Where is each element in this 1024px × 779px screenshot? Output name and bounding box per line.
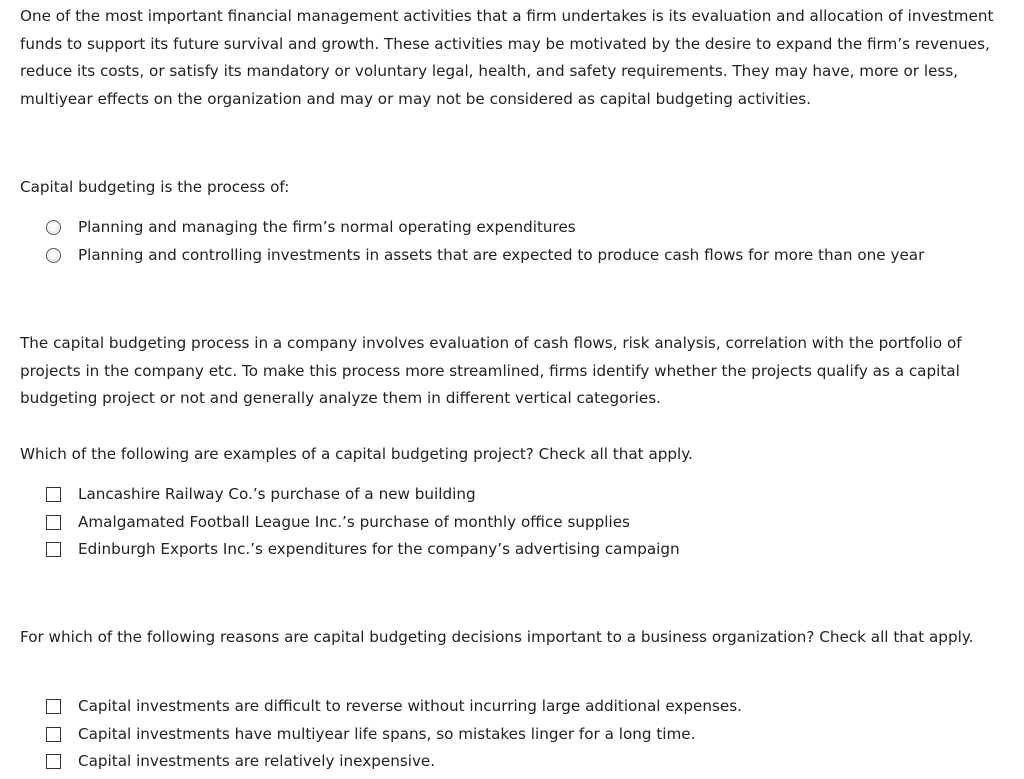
checkbox-option[interactable]: [46, 721, 742, 749]
checkbox-option[interactable]: [46, 481, 680, 509]
checkbox[interactable]: [46, 727, 61, 742]
context-paragraph: The capital budgeting process in a company involves evaluation of cash flows, risk analysis, correlation with the portfolio of projects in the company etc. To make this process more streamlined, firms identify whether the projects qualify as a capital budgeting project or not and generally analyze them in different vertical categories.: [20, 334, 962, 407]
checkbox[interactable]: [46, 487, 61, 502]
radio-option[interactable]: [46, 242, 924, 270]
question-2-options: [46, 481, 680, 564]
radio-button[interactable]: [46, 220, 61, 235]
radio-button[interactable]: [46, 248, 61, 263]
option-label[interactable]: Planning and managing the firm’s normal operating expenditures: [78, 218, 576, 236]
option-label[interactable]: Capital investments have multiyear life spans, so mistakes linger for a long time.: [78, 724, 696, 743]
checkbox-option[interactable]: [46, 693, 742, 721]
checkbox[interactable]: [46, 515, 61, 530]
checkbox[interactable]: [46, 699, 61, 714]
checkbox-option[interactable]: [46, 748, 742, 776]
option-label[interactable]: Lancashire Railway Co.’s purchase of a new building: [78, 485, 476, 503]
checkbox-option[interactable]: [46, 536, 680, 564]
option-label[interactable]: Capital investments are difficult to reverse without incurring large additional expenses.: [78, 697, 742, 715]
question-1-prompt: Capital budgeting is the process of:: [20, 178, 290, 196]
option-label[interactable]: Amalgamated Football League Inc.’s purchase of monthly office supplies: [78, 512, 630, 531]
checkbox[interactable]: [46, 754, 61, 769]
option-label[interactable]: Edinburgh Exports Inc.’s expenditures for the company’s advertising campaign: [78, 540, 680, 558]
question-2-prompt: Which of the following are examples of a capital budgeting project? Check all that apply.: [20, 445, 693, 463]
question-1-options: [46, 214, 924, 269]
question-3-prompt: For which of the following reasons are capital budgeting decisions important to a business organization? Check all that apply.: [20, 628, 974, 646]
option-label[interactable]: Capital investments are relatively inexpensive.: [78, 752, 436, 770]
intro-paragraph: One of the most important financial management activities that a firm undertakes is its evaluation and allocation of investment funds to support its future survival and growth. These activities may be motivated by the desire to expand the firm’s revenues, reduce its costs, or satisfy its mandatory or voluntary legal, health, and safety requirements. They may have, more or less, multiyear effects on the organization and may or may not be considered as capital budgeting activities.: [20, 7, 994, 108]
checkbox[interactable]: [46, 542, 61, 557]
checkbox-option[interactable]: [46, 509, 680, 537]
question-3-options: [46, 693, 742, 776]
radio-option[interactable]: [46, 214, 924, 242]
option-label[interactable]: Planning and controlling investments in assets that are expected to produce cash flows for more than one year: [78, 245, 925, 264]
